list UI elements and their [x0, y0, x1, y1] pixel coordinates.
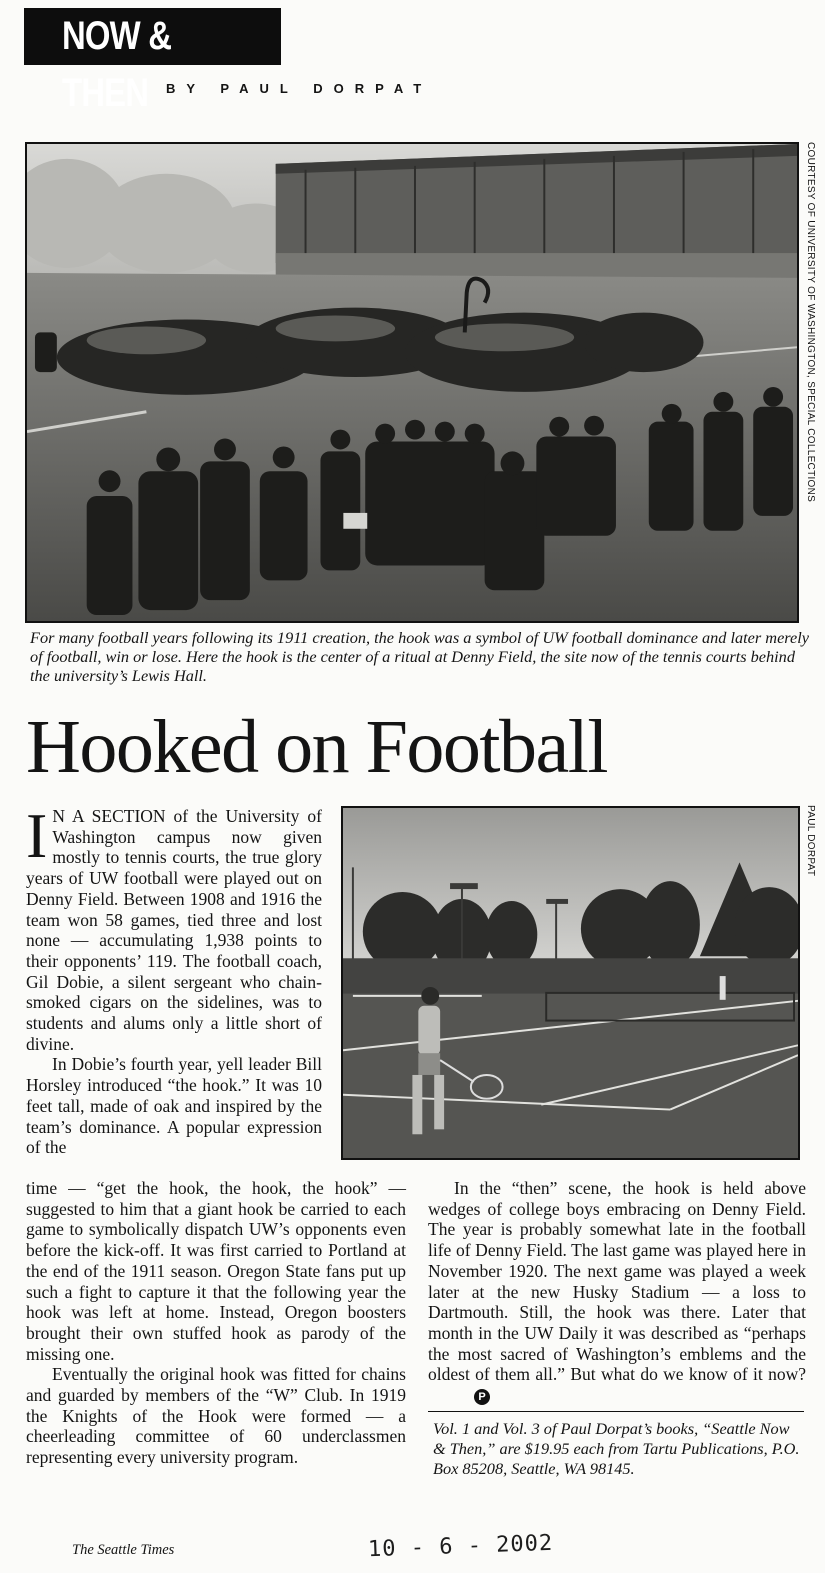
- paragraph-1-text: N A SECTION of the University of Washington campus now given mostly to tennis courts, the true glory years of UW football were played out on Denny Field. Between 1908 and 1916 the team won 58 games, tied three and lost none — accumulating 1,938 points to their opponents’ 119. The football coach, Gil Dobie, a silent sergeant who chain-smoked cigars on the sidelines, was to students and alums only a little short of divine.: [26, 806, 322, 1054]
- divider-rule: [428, 1411, 804, 1412]
- then-photo-credit: COURTESY OF UNIVERSITY OF WASHINGTON, SPECIAL COLLECTIONS: [805, 142, 816, 503]
- article-column-1-continued: [26, 1178, 406, 1468]
- now-photo: [341, 806, 800, 1160]
- then-photo-image: [27, 144, 797, 621]
- paragraph-2-top: In Dobie’s fourth year, yell leader Bill Horsley introduced “the hook.” It was 10 feet tall, made of oak and inspired by the team’s dominance. A popular expression of the: [26, 1054, 322, 1158]
- photo-caption: For many football years following its 1911 creation, the hook was a symbol of UW football dominance and later merely of football, win or lose. Here the hook is the center of a ritual at Denny Field, the site now of the tennis courts behind the university’s Lewis Hall.: [30, 628, 810, 685]
- paragraph-1: [26, 800, 322, 1054]
- article-column-1: [26, 800, 322, 1158]
- paragraph-2-bottom: time — “get the hook, the hook, the hook” — suggested to him that a giant hook be carried to each game to symbolically dispatch UW’s opponents even before the kick-off. It was first carried to Portland at the end of the 1911 season. Oregon State fans put up such a fight to capture it that the following year the hook was left at home. Instead, Oregon boosters brought their own stuffed hook as parody of the missing one.: [26, 1178, 406, 1364]
- paragraph-3: Eventually the original hook was fitted for chains and guarded by members of the “W” Club. In 1919 the Knights of the Hook were formed — a cheerleading committee of 60 underclassmen representing every university program.: [26, 1364, 406, 1468]
- drop-cap: I: [26, 800, 48, 871]
- paragraph-4-text: In the “then” scene, the hook is held above wedges of college boys embracing on Denny Field. The year is probably somewhat late in the football life of Denny Field. The last game was played here in November 1920. The next game was played a week later at the new Husky Stadium — a loss to Dartmouth. Still, the hook was there. Later that month in the UW Daily it was described as “perhaps the most sacred of Washington’s emblems and the oldest of them all.” But what do we know of it now?: [428, 1178, 806, 1385]
- now-photo-image: [343, 808, 798, 1158]
- column-banner: NOW & THEN: [24, 8, 281, 65]
- books-note: Vol. 1 and Vol. 3 of Paul Dorpat’s books, “Seattle Now & Then,” are $19.95 each from Tartu Publications, P.O. Box 85208, Seattle, WA 98145.: [433, 1419, 800, 1478]
- now-photo-credit: PAUL DORPAT: [805, 805, 816, 877]
- publication-name: The Seattle Times: [72, 1542, 175, 1558]
- headline: Hooked on Football: [26, 705, 607, 789]
- paragraph-4: [428, 1178, 806, 1406]
- byline: BY PAUL DORPAT: [166, 81, 433, 96]
- handwritten-date: 10 - 6 - 2002: [367, 1530, 554, 1563]
- article-column-2: [428, 1178, 806, 1406]
- then-photo: [25, 142, 799, 623]
- end-mark-icon: P: [474, 1389, 490, 1405]
